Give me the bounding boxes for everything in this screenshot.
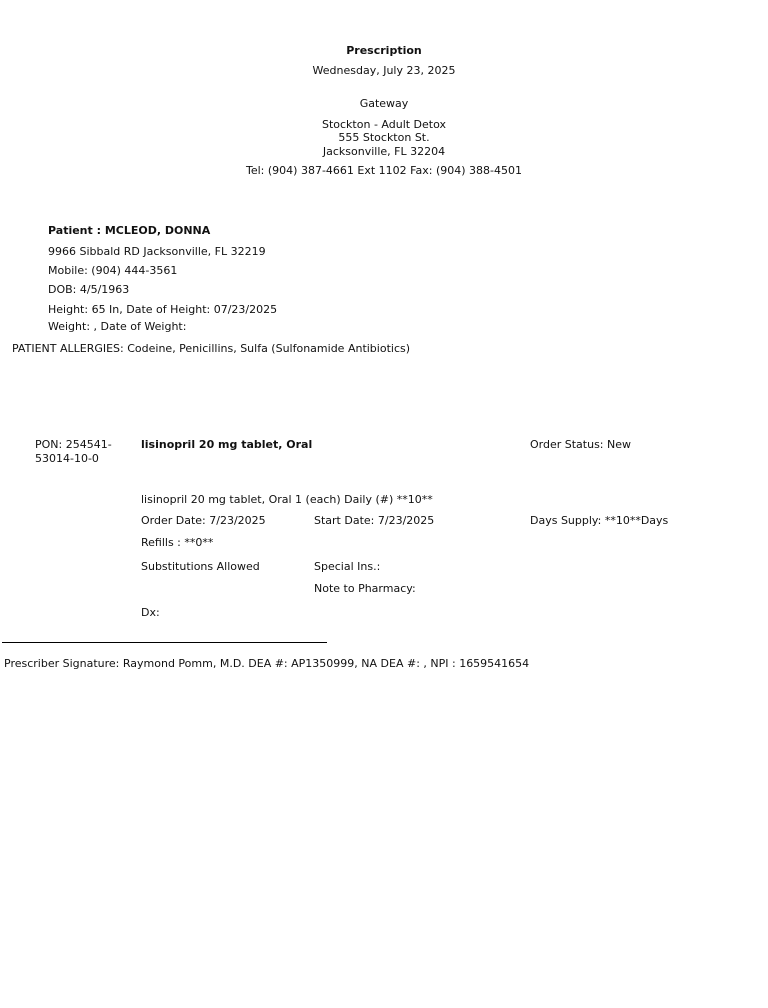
prescription-date: Wednesday, July 23, 2025 bbox=[312, 64, 456, 77]
order-status: Order Status: New bbox=[530, 438, 632, 451]
drug-name: lisinopril 20 mg tablet, Oral bbox=[141, 438, 313, 451]
signature-line bbox=[2, 642, 327, 643]
days-supply: Days Supply: **10**Days bbox=[530, 514, 669, 527]
patient-weight: Weight: , Date of Weight: bbox=[48, 320, 187, 333]
drug-sig: lisinopril 20 mg tablet, Oral 1 (each) Daily (#) **10** bbox=[141, 493, 433, 506]
facility-city: Jacksonville, FL 32204 bbox=[322, 145, 446, 158]
patient-name: Patient : MCLEOD, DONNA bbox=[48, 224, 211, 237]
pon-number-line2: 53014-10-0 bbox=[35, 452, 99, 465]
start-date: Start Date: 7/23/2025 bbox=[314, 514, 435, 527]
facility-location: Stockton - Adult Detox bbox=[321, 118, 447, 131]
substitutions: Substitutions Allowed bbox=[141, 560, 260, 573]
organization-name: Gateway bbox=[359, 97, 409, 110]
patient-allergies: PATIENT ALLERGIES: Codeine, Penicillins, Sulfa (Sulfonamide Antibiotics) bbox=[12, 342, 411, 355]
facility-street: 555 Stockton St. bbox=[338, 131, 430, 144]
patient-height: Height: 65 In, Date of Height: 07/23/2025 bbox=[48, 303, 278, 316]
patient-mobile: Mobile: (904) 444-3561 bbox=[48, 264, 178, 277]
refills: Refills : **0** bbox=[141, 536, 214, 549]
pon-number-line1: PON: 254541- bbox=[35, 438, 112, 451]
prescriber-signature: Prescriber Signature: Raymond Pomm, M.D. DEA #: AP1350999, NA DEA #: , NPI : 1659541654 bbox=[4, 657, 530, 670]
document-title: Prescription bbox=[346, 44, 422, 57]
special-instructions: Special Ins.: bbox=[314, 560, 381, 573]
patient-address: 9966 Sibbald RD Jacksonville, FL 32219 bbox=[48, 245, 266, 258]
order-date: Order Date: 7/23/2025 bbox=[141, 514, 266, 527]
facility-contact: Tel: (904) 387-4661 Ext 1102 Fax: (904) 388-4501 bbox=[246, 164, 522, 177]
diagnosis: Dx: bbox=[141, 606, 160, 619]
note-to-pharmacy: Note to Pharmacy: bbox=[314, 582, 416, 595]
patient-dob: DOB: 4/5/1963 bbox=[48, 283, 130, 296]
